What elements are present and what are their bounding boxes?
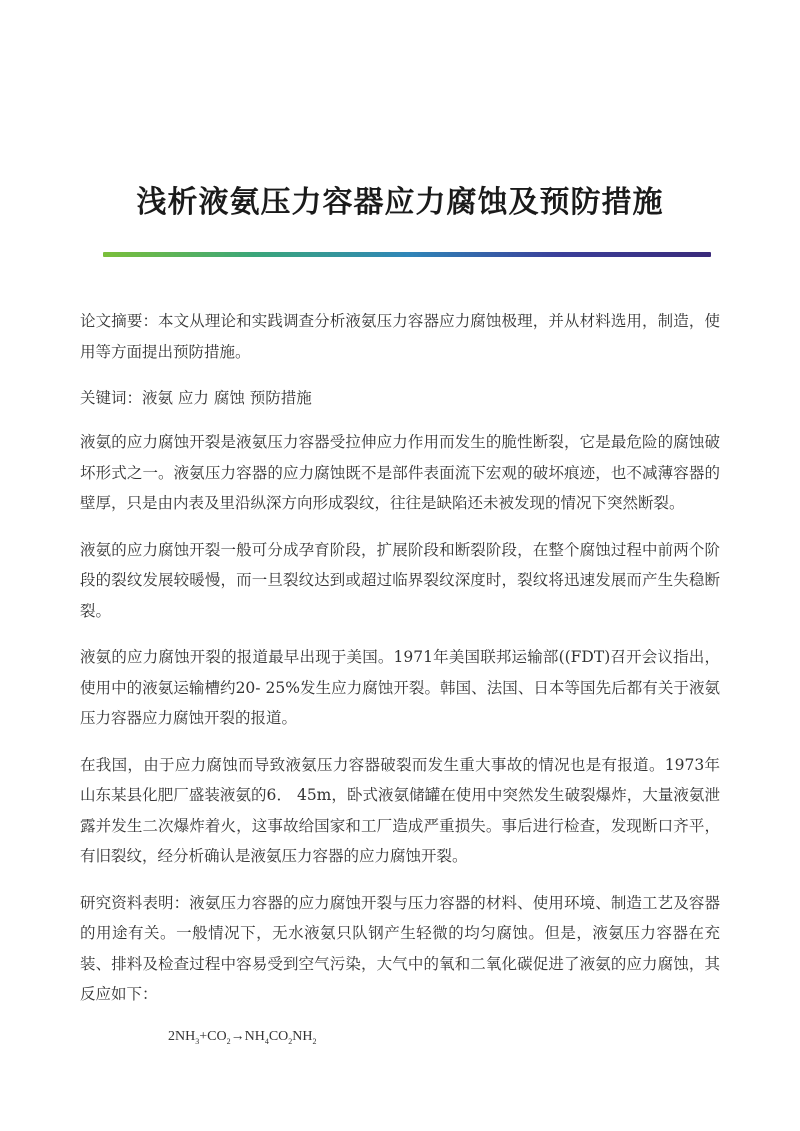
title-divider bbox=[103, 252, 711, 257]
body-paragraph: 液氨的应力腐蚀开裂一般可分成孕育阶段，扩展阶段和断裂阶段，在整个腐蚀过程中前两个阶段的裂纹发展较暖慢，而一旦裂纹达到或超过临界裂纹深度时，裂纹将迅速发展而产生失稳断裂。 bbox=[80, 540, 720, 620]
reaction-arrow-icon: → bbox=[230, 1028, 245, 1044]
keywords-line: 关键词：液氨 应力 腐蚀 预防措施 bbox=[80, 389, 312, 407]
document-body bbox=[80, 306, 720, 1052]
abstract-paragraph: 论文摘要：本文从理论和实践调查分析液氨压力容器应力腐蚀极理，并从材料选用，制造，使用等方面提出预防措施。 bbox=[80, 312, 720, 361]
body-paragraph: 液氨的应力腐蚀开裂是液氨压力容器受拉伸应力作用而发生的脆性断裂，它是最危险的腐蚀破坏形式之一。液氨压力容器的应力腐蚀既不是部件表面流下宏观的破坏痕迹，也不减薄容器的壁厚，只是由内表及里沿纵深方向形成裂纹，往往是缺陷还未被发现的情况下突然断裂。 bbox=[80, 433, 720, 512]
body-paragraph: 在我国，由于应力腐蚀而导致液氨压力容器破裂而发生重大事故的情况也是有报道。1973年山东某县化肥厂盛装液氨的6． 45m，卧式液氨储罐在使用中突然发生破裂爆炸，大量液氨泄露并发生二次爆炸着火，这事故给国家和工厂造成严重损失。事后进行检查，发现断口齐平，有旧裂纹，经分析确认是液氨压力容器的应力腐蚀开裂。 bbox=[80, 755, 720, 865]
page-title: 浅析液氨压力容器应力腐蚀及预防措施 bbox=[136, 185, 664, 221]
body-paragraph: 液氨的应力腐蚀开裂的报道最早出现于美国。1971年美国联邦运输部((FDT)召开会议指出，使用中的液氨运输槽约20- 25%发生应力腐蚀开裂。韩国、法国、日本等国先后都有关于液氨压力容器应力腐蚀开裂的报道。 bbox=[80, 648, 720, 727]
chemical-equation: $2NH_3+CO_2\to NH_4CO_2NH_2$ bbox=[168, 1028, 317, 1046]
body-paragraph: 研究资料表明：液氨压力容器的应力腐蚀开裂与压力容器的材料、使用环境、制造工艺及容器的用途有关。一般情况下，无水液氨只队钢产生轻微的均匀腐蚀。但是，液氨压力容器在充装、排料及检查过程中容易受到空气污染，大气中的氧和二氧化碳促进了液氨的应力腐蚀，其反应如下： bbox=[80, 893, 720, 1003]
